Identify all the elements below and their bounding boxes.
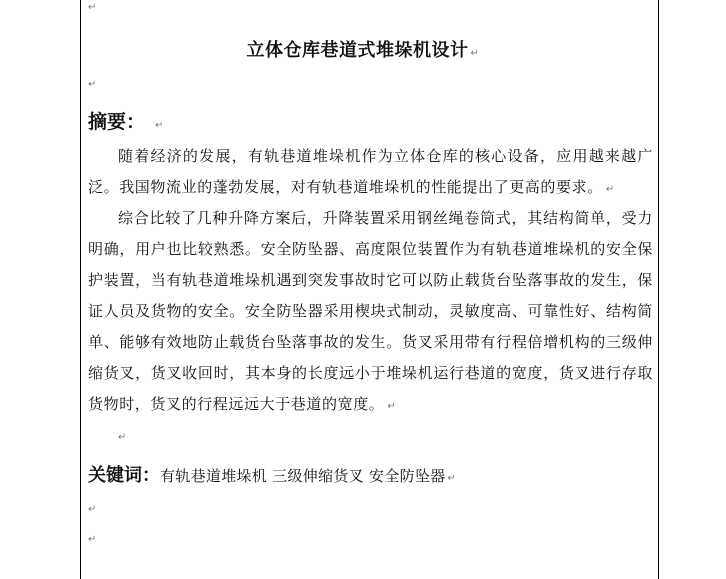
- keywords-text: 有轨巷道堆垛机 三级伸缩货叉 安全防坠器: [160, 467, 446, 485]
- paragraph-mark-icon: ↵: [470, 48, 480, 59]
- keywords-line[interactable]: [88, 461, 456, 487]
- paragraph-mark-icon: ↵: [447, 473, 456, 484]
- paragraph-mark-icon: ↵: [88, 534, 97, 545]
- keywords-label: 关键词：: [88, 465, 160, 486]
- abstract-paragraph-1-text: 随着经济的发展，有轨巷道堆垛机作为立体仓库的核心设备，应用越来越广泛。我国物流业的蓬勃发展，对有轨巷道堆垛机的性能提出了更高的要求。: [88, 147, 653, 196]
- paragraph-mark-icon: ↵: [155, 120, 164, 131]
- abstract-heading[interactable]: [88, 107, 163, 134]
- paragraph-mark-icon: ↵: [387, 401, 397, 412]
- abstract-paragraph-2-text: 综合比较了几种升降方案后，升降装置采用钢丝绳卷筒式，其结构简单，受力明确，用户也比较熟悉。安全防坠器、高度限位装置作为有轨巷道堆垛机的安全保护装置，当有轨巷道堆垛机遇到突发事故时它可以防止载货台坠落事故的发生，保证人员及货物的安全。安全防坠器采用楔块式制动，灵敏度高、可靠性好、结构简单、能够有效地防止载货台坠落事故的发生。货叉采用带有行程倍增机构的三级伸缩货叉，货叉收回时，其本身的长度远小于堆垛机运行巷道的宽度，货叉进行存取货物时，货叉的行程远远大于巷道的宽度。: [88, 209, 653, 413]
- abstract-paragraph-1[interactable]: [88, 141, 653, 205]
- abstract-paragraph-2[interactable]: [88, 203, 653, 422]
- paragraph-mark-icon: ↵: [605, 184, 615, 195]
- paragraph-mark-icon: ↵: [88, 79, 97, 90]
- paragraph-mark-icon: ↵: [118, 432, 127, 443]
- document-title[interactable]: [0, 36, 726, 62]
- abstract-heading-text: 摘要：: [88, 111, 146, 133]
- paragraph-mark-icon: ↵: [88, 504, 97, 515]
- title-text: 立体仓库巷道式堆垛机设计: [246, 40, 469, 61]
- page-left-margin-line: [80, 0, 81, 579]
- paragraph-mark-icon: ↵: [88, 2, 97, 13]
- page-right-margin-line: [658, 0, 659, 579]
